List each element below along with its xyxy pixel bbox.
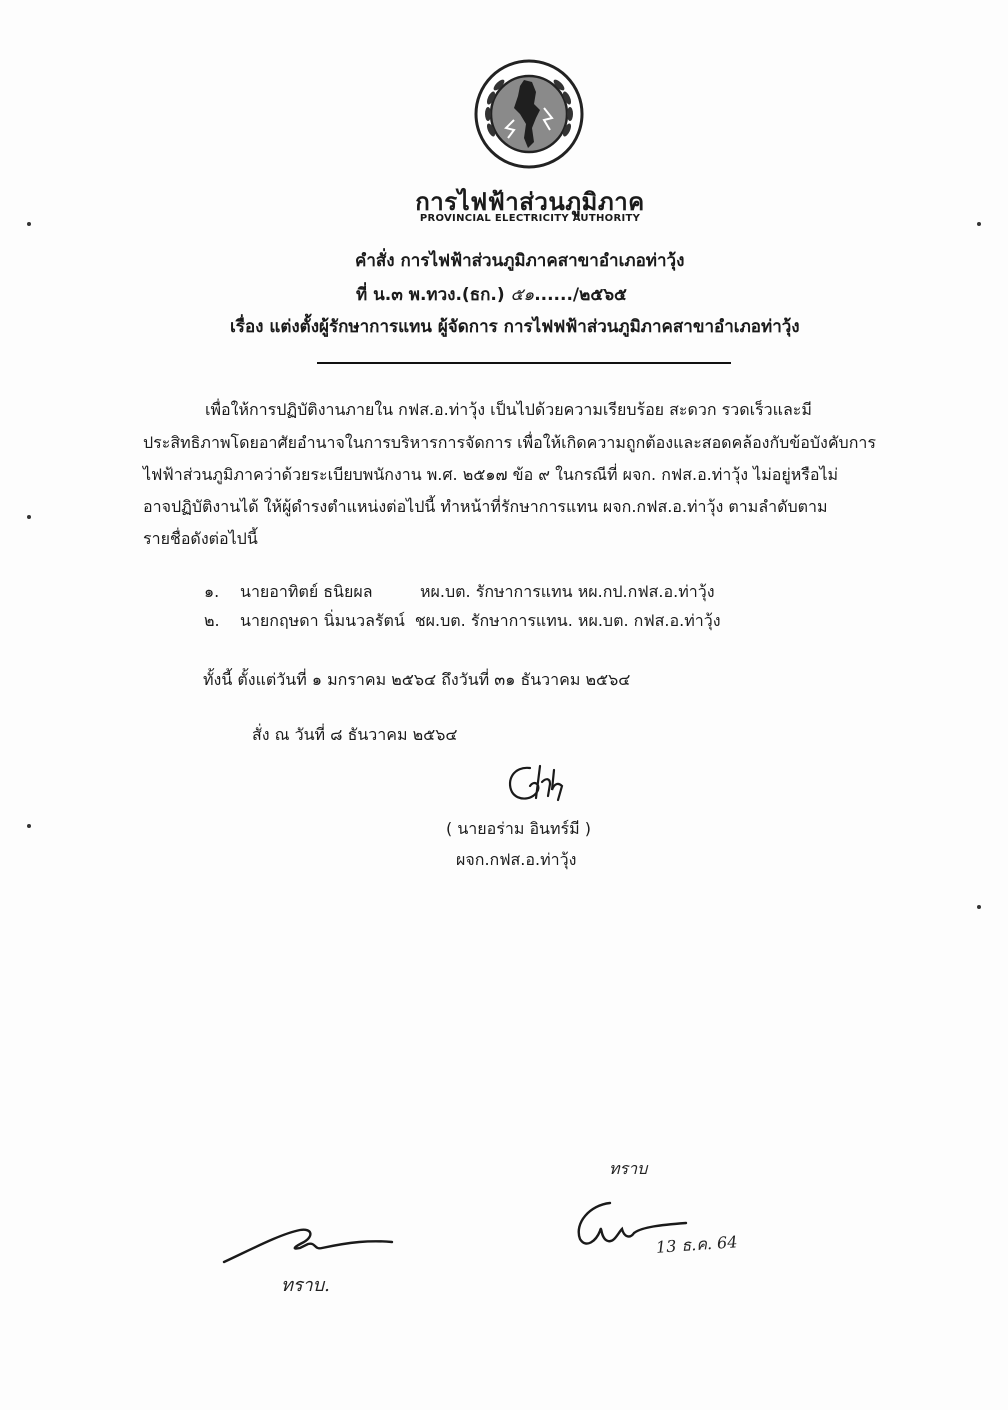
body-line: ไฟฟ้าส่วนภูมิภาคว่าด้วยระเบียบพนักงาน พ.ศ. ๒๕๑๗ ข้อ ๙ ในกรณีที่ ผจก. กฟส.อ.ท่าวุ้ง ไม่อยู่หรือไม่ (143, 465, 839, 484)
effective-period: ทั้งนี้ ตั้งแต่วันที่ ๑ มกราคม ๒๕๖๔ ถึงวันที่ ๓๑ ธันวาคม ๒๕๖๔ (203, 670, 631, 689)
body-line: รายชื่อดังต่อไปนี้ (143, 529, 258, 548)
acknowledgement-note-right: ทราบ (609, 1159, 648, 1178)
appointee-role: ชผ.บต. รักษาการแทน. หผ.บต. กฟส.อ.ท่าวุ้ง (414, 611, 721, 630)
order-number (356, 281, 627, 308)
org-name-english: PROVINCIAL ELECTRICITY AUTHORITY (419, 213, 641, 224)
appointee-item (204, 609, 721, 634)
scan-speck (27, 515, 31, 519)
order-title: คำสั่ง การไฟฟ้าส่วนภูมิภาคสาขาอำเภอท่าวุ้ง (355, 251, 685, 271)
body-line: ประสิทธิภาพโดยอาศัยอำนาจในการบริหารการจัดการ เพื่อให้เกิดความถูกต้องและสอดคล้องกับข้อบังคับการ (143, 433, 876, 452)
order-subject: เรื่อง แต่งตั้งผู้รักษาการแทน ผู้จัดการ การไฟฟฟ้าส่วนภูมิภาคสาขาอำเภอท่าวุ้ง (230, 317, 800, 337)
manager-signature (500, 760, 570, 806)
signatory-position: ผจก.กฟส.อ.ท่าวุ้ง (456, 850, 577, 869)
appointee-item (204, 580, 715, 605)
scan-speck (27, 824, 31, 828)
acknowledgement-signature-left (220, 1220, 395, 1270)
appointee-number: ๑. (204, 582, 220, 601)
appointee-name: นายอาทิตย์ ธนิยผล (240, 582, 373, 601)
pea-logo (474, 58, 584, 170)
signatory-name: ( นายอร่าม อินทร์มี ) (446, 819, 592, 838)
acknowledgement-note-left: ทราบ. (281, 1275, 330, 1296)
header-divider (317, 362, 731, 364)
appointee-number: ๒. (204, 611, 220, 630)
appointee-role: หผ.บต. รักษาการแทน หผ.กป.กฟส.อ.ท่าวุ้ง (420, 582, 715, 601)
scan-speck (977, 222, 981, 226)
org-name-thai: การไฟฟ้าส่วนภูมิภาค (415, 188, 645, 216)
appointee-name: นายกฤษดา นิ่มนวลรัตน์ (240, 611, 405, 630)
order-number-handwritten: ๕๑ (510, 285, 535, 305)
body-line: เพื่อให้การปฏิบัติงานภายใน กฟส.อ.ท่าวุ้ง เป็นไปด้วยความเรียบร้อย สะดวก รวดเร็วและมี (205, 400, 812, 419)
order-number-suffix: ....../๒๕๖๕ (534, 285, 627, 305)
order-number-prefix: ที่ น.๓ พ.ทวง.(ธก.) (356, 285, 511, 305)
scan-speck (977, 905, 981, 909)
acknowledgement-date: 13 ธ.ค. 64 (655, 1232, 739, 1257)
scan-speck (27, 222, 31, 226)
body-line: อาจปฏิบัติงานได้ ให้ผู้ดำรงตำแหน่งต่อไปนี้ ทำหน้าที่รักษาการแทน ผจก.กฟส.อ.ท่าวุ้ง ตามลำดับตาม (143, 497, 828, 516)
issue-date: สั่ง ณ วันที่ ๘ ธันวาคม ๒๕๖๔ (252, 725, 458, 744)
